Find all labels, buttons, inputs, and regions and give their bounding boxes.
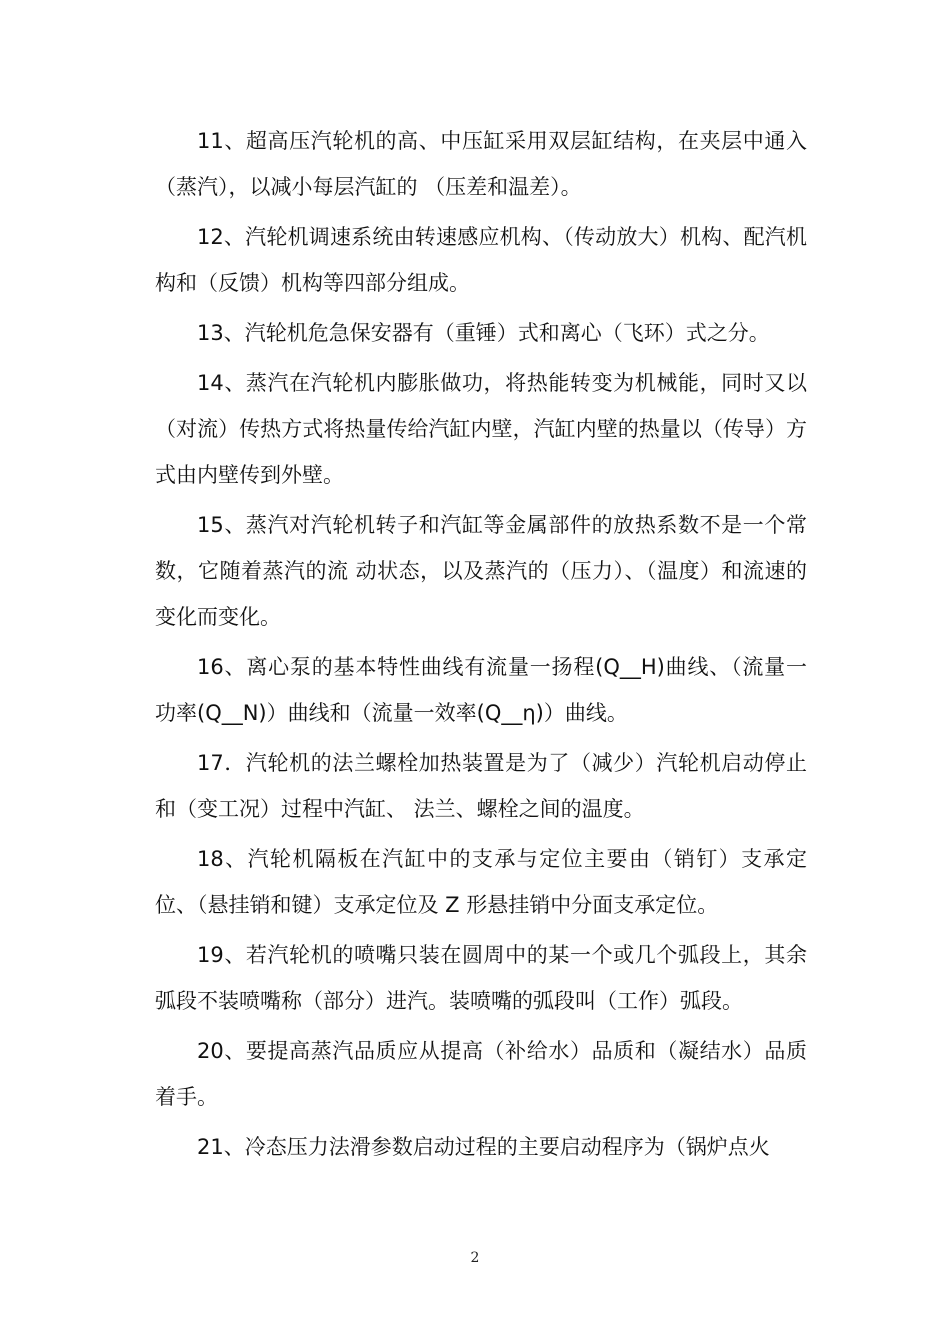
paragraph-13: 13、汽轮机危急保安器有（重锤）式和离心（飞环）式之分。 <box>197 321 770 345</box>
page-number: 2 <box>470 1250 480 1266</box>
paragraph-19: 19、若汽轮机的喷嘴只装在圆周中的某一个或几个弧段上，其余弧段不装喷嘴称（部分）进汽。装喷嘴的弧段叫（工作）弧段。 <box>155 943 807 1013</box>
paragraph-11: 11、超高压汽轮机的高、中压缸采用双层缸结构，在夹层中通入（蒸汽），以减小每层汽缸的 （压差和温差）。 <box>155 129 807 199</box>
paragraph-12: 12、汽轮机调速系统由转速感应机构、（传动放大）机构、配汽机构和（反馈）机构等四部分组成。 <box>155 225 807 295</box>
paragraph-16: 16、离心泵的基本特性曲线有流量一扬程(Q__H)曲线、（流量一功率(Q__N)）曲线和（流量一效率(Q__η)）曲线。 <box>155 655 807 725</box>
paragraph-17: 17．汽轮机的法兰螺栓加热装置是为了（减少）汽轮机启动停止和（变工况）过程中汽缸、 法兰、螺栓之间的温度。 <box>155 751 807 821</box>
paragraph-21: 21、冷态压力法滑参数启动过程的主要启动程序为（锅炉点火 <box>197 1135 770 1159</box>
document-body <box>155 118 807 1174</box>
paragraph-14: 14、蒸汽在汽轮机内膨胀做功，将热能转变为机械能，同时又以（对流）传热方式将热量传给汽缸内壁，汽缸内壁的热量以（传导）方式由内壁传到外壁。 <box>155 371 807 487</box>
paragraph-15: 15、蒸汽对汽轮机转子和汽缸等金属部件的放热系数不是一个常数，它随着蒸汽的流 动状态，以及蒸汽的（压力）、（温度）和流速的变化而变化。 <box>155 513 807 629</box>
paragraph-18: 18、汽轮机隔板在汽缸中的支承与定位主要由（销钉）支承定位、（悬挂销和键）支承定位及 Z 形悬挂销中分面支承定位。 <box>155 847 807 917</box>
paragraph-20: 20、要提高蒸汽品质应从提高（补给水）品质和（凝结水）品质着手。 <box>155 1039 807 1109</box>
